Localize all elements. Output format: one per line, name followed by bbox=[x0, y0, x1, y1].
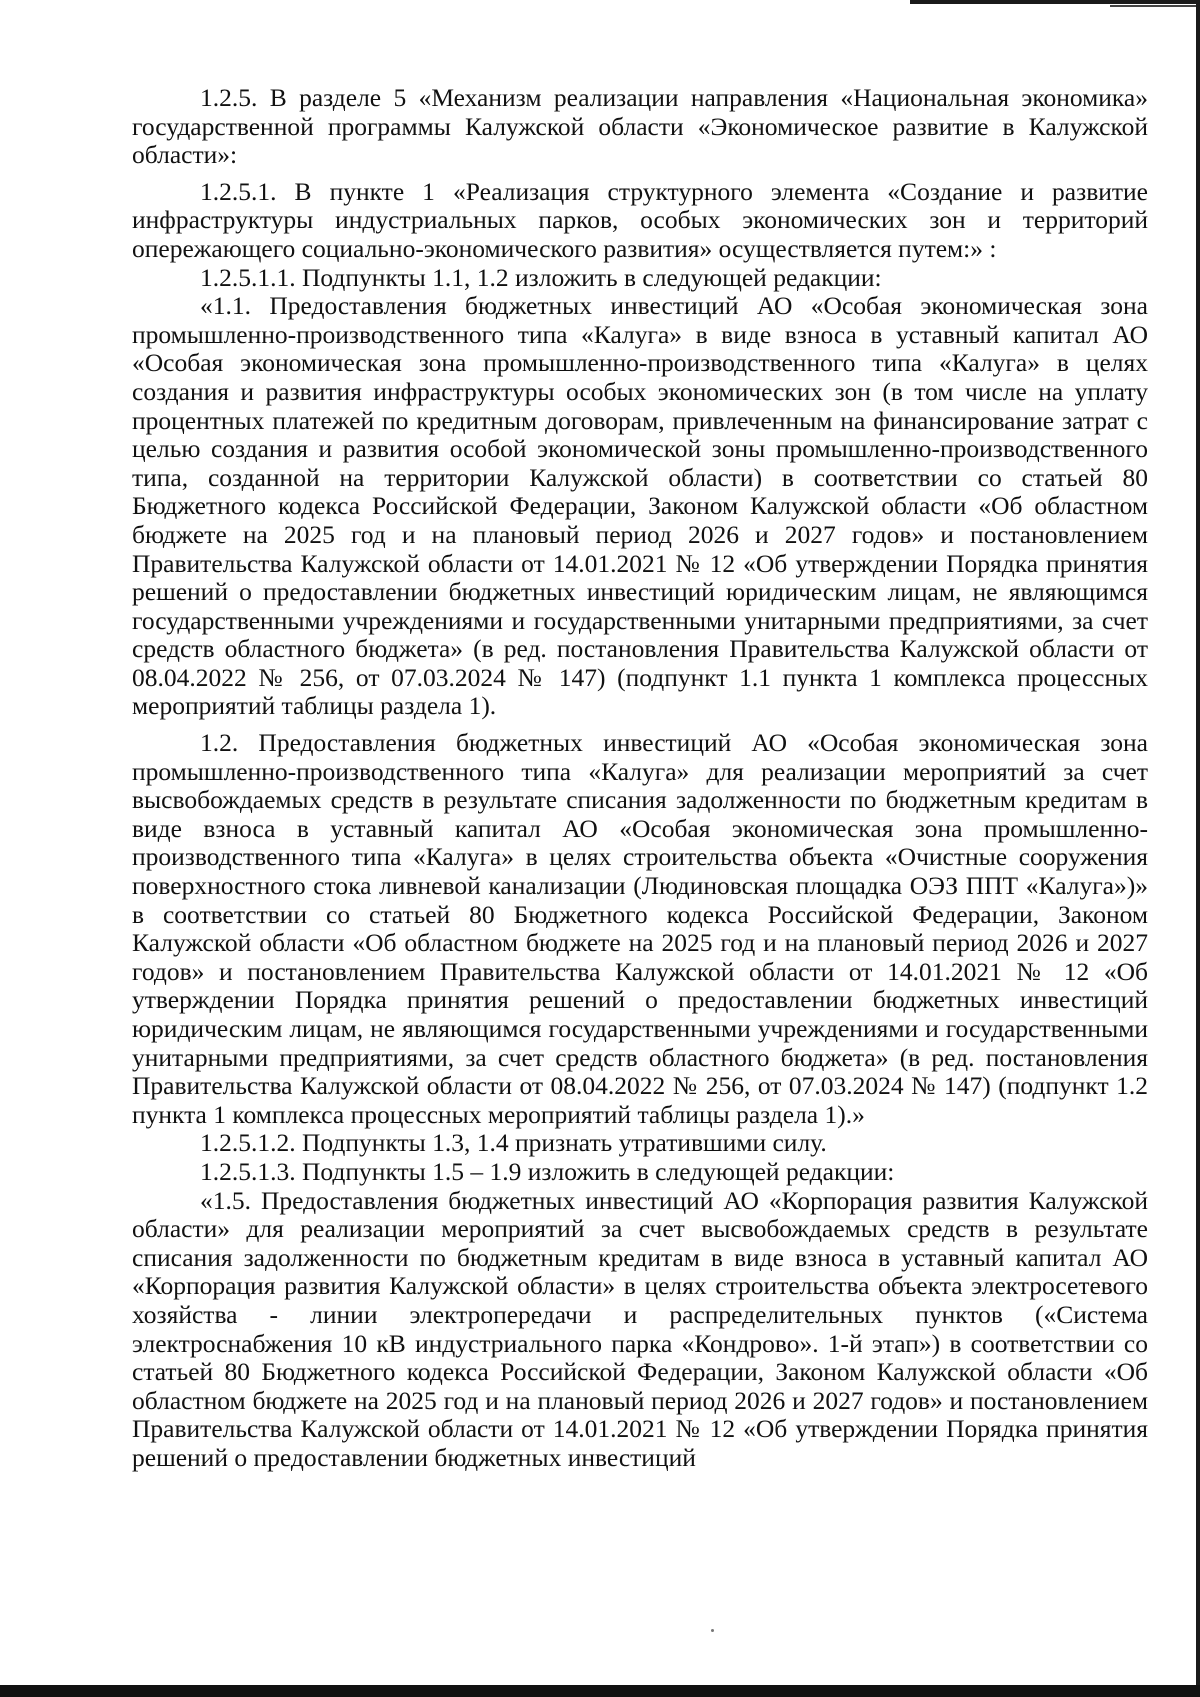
scan-edge-right bbox=[1196, 0, 1200, 1697]
scan-edge-mark bbox=[1110, 5, 1200, 7]
scan-edge-bottom bbox=[0, 1685, 1200, 1697]
paragraph-1-2-5-1-3: 1.2.5.1.3. Подпункты 1.5 – 1.9 изложить в следующей редакции: bbox=[200, 1156, 895, 1186]
paragraph-1-2-5-1-2: 1.2.5.1.2. Подпункты 1.3, 1.4 признать утратившими силу. bbox=[200, 1128, 827, 1158]
paragraph-1-2-5: 1.2.5. В разделе 5 «Механизм реализации направления «Национальная экономика» государственной программы Калужской области «Экономическое развитие в Калужской области»: bbox=[132, 83, 1148, 170]
scan-edge-mark bbox=[910, 0, 1200, 4]
paragraph-subitem-1-1: «1.1. Предоставления бюджетных инвестиций АО «Особая экономическая зона промышленно-производственного типа «Калуга» в виде взноса в уставный капитал АО «Особая экономическая зона промышленно-производственного типа «Калуга» в целях создания и развития инфраструктуры особых экономических зон (в том числе на уплату процентных платежей по кредитным договорам, привлеченным на финансирование затрат с целью создания и развития особой экономической зоны промышленно-производственного типа, созданной на территории Калужской области) в соответствии со статьей 80 Бюджетного кодекса Российской Федерации, Законом Калужской области «Об областном бюджете на 2025 год и на плановый период 2026 и 2027 годов» и постановлением Правительства Калужской области от 14.01.2021 № 12 «Об утверждении Порядка принятия решений о предоставлении бюджетных инвестиций юридическим лицам, не являющимся государственными учреждениями и государственными унитарными предприятиями, за счет средств областного бюджета» (в ред. постановления Правительства Калужской области от 08.04.2022 № 256, от 07.03.2024 № 147) (подпункт 1.1 пункта 1 комплекса процессных мероприятий таблицы раздела 1). bbox=[132, 291, 1148, 721]
paragraph-subitem-1-2: 1.2. Предоставления бюджетных инвестиций АО «Особая экономическая зона промышленно-производственного типа «Калуга» для реализации мероприятий за счет высвобождаемых средств в результате списания задолженности по бюджетным кредитам в виде взноса в уставный капитал АО «Особая экономическая зона промышленно-производственного типа «Калуга» в целях строительства объекта «Очистные сооружения поверхностного стока ливневой канализации (Людиновская площадка ОЭЗ ППТ «Калуга»)» в соответствии со статьей 80 Бюджетного кодекса Российской Федерации, Законом Калужской области «Об областном бюджете на 2025 год и на плановый период 2026 и 2027 годов» и постановлением Правительства Калужской области от 14.01.2021 № 12 «Об утверждении Порядка принятия решений о предоставлении бюджетных инвестиций юридическим лицам, не являющимся государственными учреждениями и государственными унитарными предприятиями, за счет средств областного бюджета» (в ред. постановления Правительства Калужской области от 08.04.2022 № 256, от 07.03.2024 № 147) (подпункт 1.2 пункта 1 комплекса процессных мероприятий таблицы раздела 1).» bbox=[132, 728, 1148, 1129]
scan-speck bbox=[711, 1629, 714, 1632]
paragraph-1-2-5-1-1: 1.2.5.1.1. Подпункты 1.1, 1.2 изложить в следующей редакции: bbox=[200, 262, 882, 292]
paragraph-subitem-1-5: «1.5. Предоставления бюджетных инвестиций АО «Корпорация развития Калужской области» для реализации мероприятий за счет высвобождаемых средств в результате списания задолженности по бюджетным кредитам в виде взноса в уставный капитал АО «Корпорация развития Калужской области» в целях строительства объекта электросетевого хозяйства - линии электропередачи и распределительных пунктов («Система электроснабжения 10 кВ индустриального парка «Кондрово». 1-й этап») в соответствии со статьей 80 Бюджетного кодекса Российской Федерации, Законом Калужской области «Об областном бюджете на 2025 год и на плановый период 2026 и 2027 годов» и постановлением Правительства Калужской области от 14.01.2021 № 12 «Об утверждении Порядка принятия решений о предоставлении бюджетных инвестиций bbox=[132, 1185, 1148, 1472]
document-page bbox=[132, 84, 1148, 1473]
paragraph-1-2-5-1: 1.2.5.1. В пункте 1 «Реализация структурного элемента «Создание и развитие инфраструктуры индустриальных парков, особых экономических зон и территорий опережающего социально-экономического развития» осуществляется путем:» : bbox=[132, 176, 1148, 263]
